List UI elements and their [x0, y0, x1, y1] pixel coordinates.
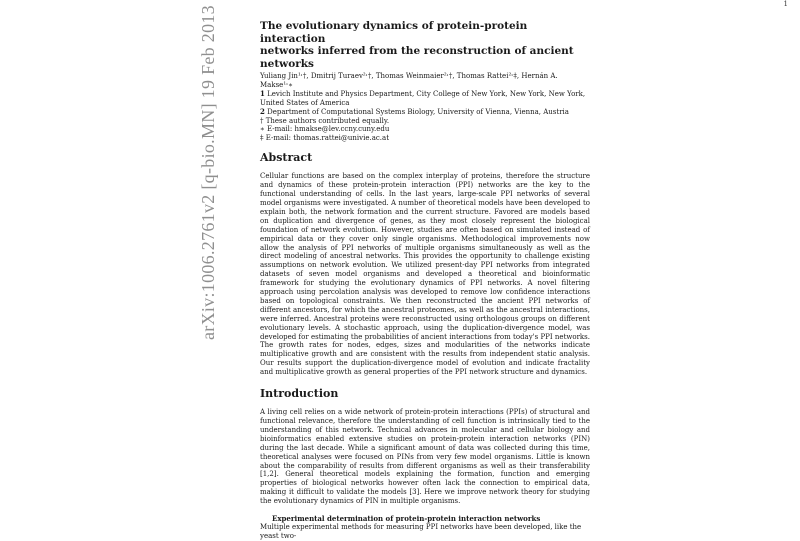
page-number: 1 [783, 0, 788, 8]
corresponding-email-2[interactable]: ‡ E-mail: thomas.rattei@univie.ac.at [260, 134, 390, 143]
introduction-heading: Introduction [260, 387, 339, 401]
abstract-text: Cellular functions are based on the complex interplay of proteins, therefore the structure and dynamics of these protein-protein interaction (PPI) networks are the key to the functional understanding of cells. In the last years, large-scale PPI networks of several model organisms were investigated. A number of theoretical models have been developed to explain both, the network formation and the current structure. Favored are models based on duplication and divergence of genes, as they most closely represent the biological foundation of network evolution. However, studies are often based on simulated instead of empirical data or they cover only single organisms. Methodological improvements now allow the analysis of PPI networks of multiple organisms simultaneously as well as the direct modeling of ancestral networks. This provides the opportunity to challenge existing assumptions on network evolution. We utilized present-day PPI networks from integrated datasets of seven model organisms and developed a theoretical and bioinformatic framework for studying the evolutionary dynamics of PPI networks. A novel filtering approach using percolation analysis was developed to remove low confidence interactions based on topological constraints. We then reconstructed the ancient PPI networks of different ancestors, for which the ancestral proteomes, as well as the ancestral interactions, were inferred. Ancestral proteins were reconstructed using orthologous groups on different evolutionary levels. A stochastic approach, using the duplication-divergence model, was developed for estimating the probabilities of ancient interactions from today's PPI networks. The growth rates for nodes, edges, sizes and modularities of the networks indicate multiplicative growth and are consistent with the results from independent static analysis. Our results support the duplication-divergence model of evolution and indicate fractality and multiplicative growth as general properties of the PPI network structure and dynamics. [260, 172, 590, 377]
affiliation-1 [260, 90, 590, 108]
corresponding-email-1[interactable]: ∗ E-mail: hmakse@lev.ccny.cuny.edu [260, 125, 390, 134]
author-list: Yuliang Jin¹˒†, Dmitrij Turaev²˒†, Thomas Weinmaier²˒†, Thomas Rattei²˒‡, Hernán A. Makse¹˒∗ [260, 72, 558, 89]
paper-title [260, 20, 590, 70]
affiliation-2-number: 2 [260, 106, 265, 116]
subsection-text: Multiple experimental methods for measuring PPI networks have been developed, like the yeast two- [260, 523, 582, 540]
introduction-text: A living cell relies on a wide network of protein-protein interactions (PPIs) of structural and functional relevance, therefore the understanding of cell function is intrinsically tied to the understanding of this network. Technical advances in molecular and cellular biology and bioinformatics enabled extensive studies on protein-protein interaction networks (PIN) during the last decade. While a significant amount of data was collected during this time, theoretical analyses were focused on PINs from very few model organisms. Little is known about the comparability of results from different organisms as well as their transferability [1,2]. General theoretical models explaining the formation, function and emerging properties of biological networks however often lack the connection to empirical data, making it difficult to validate the models [3]. Here we improve network theory for studying the evolutionary dynamics of PIN in multiple organisms. [260, 408, 590, 506]
subsection-heading: Experimental determination of protein-protein interaction networks [272, 514, 541, 524]
equal-contribution-note: † These authors contributed equally. [260, 116, 390, 125]
abstract-heading: Abstract [260, 151, 313, 165]
paper-content [260, 20, 590, 541]
affiliation-1-text: Levich Institute and Physics Department, City College of New York, New York, New York, United States of America [260, 89, 586, 107]
arxiv-identifier[interactable]: arXiv:1006.2761v2 [q-bio.MN] 19 Feb 2013 [198, 5, 218, 340]
title-line-1: The evolutionary dynamics of protein-protein interaction [260, 20, 528, 45]
affiliation-2-text: Department of Computational Systems Biology, University of Vienna, Vienna, Austria [267, 107, 569, 116]
title-line-2: networks inferred from the reconstruction of ancient networks [260, 45, 574, 70]
affiliation-1-number: 1 [260, 88, 265, 98]
affiliation-2 [260, 108, 590, 117]
